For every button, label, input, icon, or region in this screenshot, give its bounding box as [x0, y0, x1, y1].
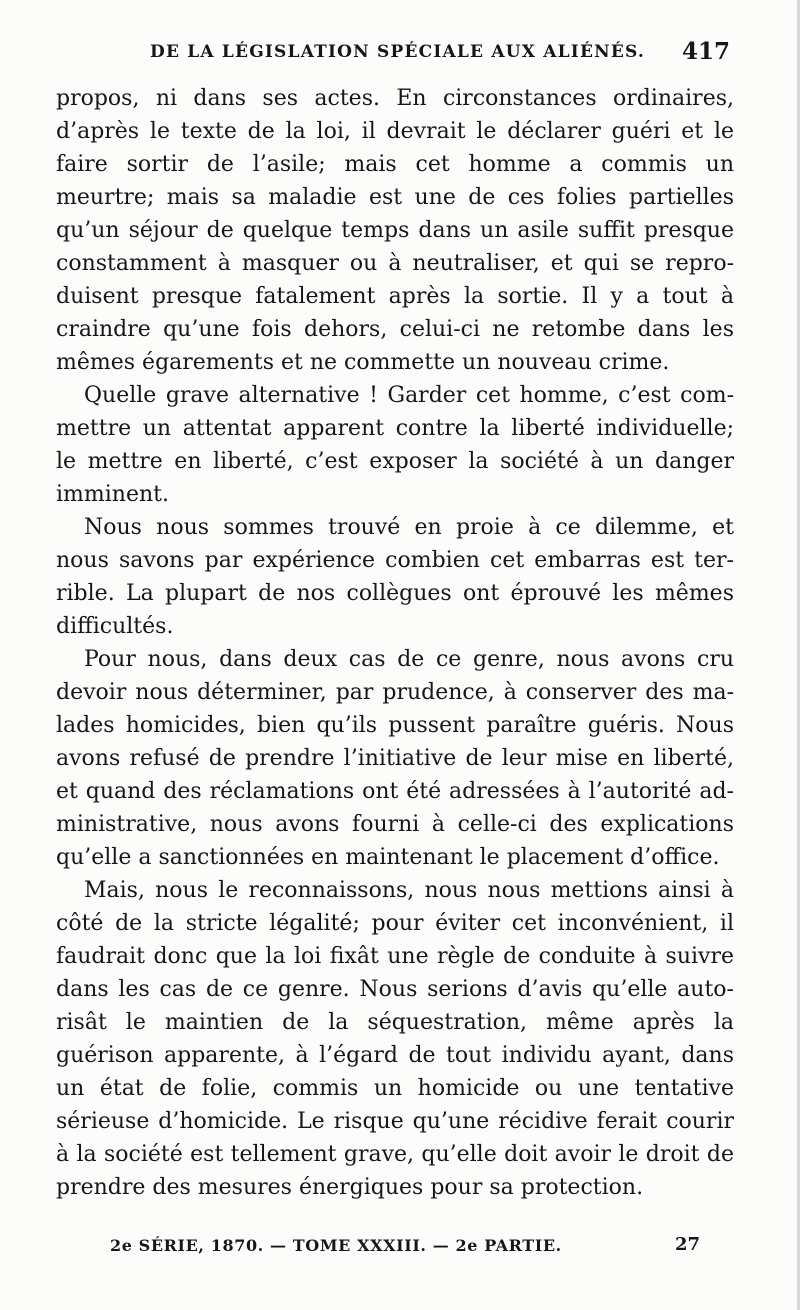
paragraph	[56, 874, 734, 1204]
text-line: nous savons par expérience combien cet embarras est ter-	[56, 548, 734, 573]
text-line: rible. La plupart de nos collègues ont éprouvé les mêmes	[56, 581, 734, 606]
text-line: le mettre en liberté, c’est exposer la société à un danger	[56, 449, 734, 474]
page-footer	[110, 1236, 700, 1266]
text-line: Mais, nous le reconnaissons, nous nous mettions ainsi à	[84, 878, 734, 903]
text-line: constamment à masquer ou à neutraliser, et qui se repro-	[56, 251, 734, 276]
text-line: d’après le texte de la loi, il devrait le déclarer guéri et le	[56, 119, 734, 144]
text-line: duisent presque fatalement après la sortie. Il y a tout à	[56, 284, 734, 309]
paragraph	[56, 511, 734, 643]
page-number: 417	[681, 38, 730, 65]
text-line: faire sortir de l’asile; mais cet homme a commis un	[56, 152, 734, 177]
text-line: Pour nous, dans deux cas de ce genre, nous avons cru	[84, 647, 734, 672]
text-line: Nous nous sommes trouvé en proie à ce dilemme, et	[84, 515, 734, 540]
text-line: et quand des réclamations ont été adressées à l’autorité ad-	[56, 779, 734, 804]
signature-line: 2e SÉRIE, 1870. — TOME XXXIII. — 2e PARTIE.	[110, 1236, 562, 1255]
text-line: sérieuse d’homicide. Le risque qu’une récidive ferait courir	[56, 1109, 734, 1134]
paragraph	[56, 379, 734, 511]
text-line: prendre des mesures énergiques pour sa protection.	[56, 1175, 644, 1200]
text-line: risât le maintien de la séquestration, même après la	[56, 1010, 734, 1035]
text-line: faudrait donc que la loi fixât une règle de conduite à suivre	[56, 944, 734, 969]
running-head	[60, 38, 732, 78]
text-line: un état de folie, commis un homicide ou une tentative	[56, 1076, 734, 1101]
running-title: DE LA LÉGISLATION SPÉCIALE AUX ALIÉNÉS.	[150, 42, 646, 62]
text-line: meurtre; mais sa maladie est une de ces folies partielles	[56, 185, 734, 210]
text-line: avons refusé de prendre l’initiative de leur mise en liberté,	[56, 746, 734, 771]
paragraph	[56, 643, 734, 874]
text-line: propos, ni dans ses actes. En circonstances ordinaires,	[56, 86, 734, 111]
text-line: mettre un attentat apparent contre la liberté individuelle;	[56, 416, 734, 441]
text-line: difficultés.	[56, 614, 174, 639]
text-line: devoir nous déterminer, par prudence, à conserver des ma-	[56, 680, 734, 705]
text-line: côté de la stricte légalité; pour éviter cet inconvénient, il	[56, 911, 734, 936]
text-line: guérison apparente, à l’égard de tout individu ayant, dans	[56, 1043, 734, 1068]
text-line: imminent.	[56, 482, 169, 507]
text-line: qu’elle a sanctionnées en maintenant le placement d’office.	[56, 845, 720, 870]
text-line: mêmes égarements et ne commette un nouveau crime.	[56, 350, 670, 375]
text-line: lades homicides, bien qu’ils pussent paraître guéris. Nous	[56, 713, 734, 738]
text-line: craindre qu’une fois dehors, celui-ci ne retombe dans les	[56, 317, 734, 342]
text-line: Quelle grave alternative ! Garder cet homme, c’est com-	[84, 383, 734, 408]
text-line: ministrative, nous avons fourni à celle-ci des explications	[56, 812, 734, 837]
body-text	[56, 82, 734, 1204]
paragraph	[56, 82, 734, 379]
sheet-number: 27	[674, 1234, 700, 1255]
text-line: à la société est tellement grave, qu’elle doit avoir le droit de	[56, 1142, 734, 1167]
text-line: dans les cas de ce genre. Nous serions d’avis qu’elle auto-	[56, 977, 734, 1002]
text-line: qu’un séjour de quelque temps dans un asile suffit presque	[56, 218, 734, 243]
